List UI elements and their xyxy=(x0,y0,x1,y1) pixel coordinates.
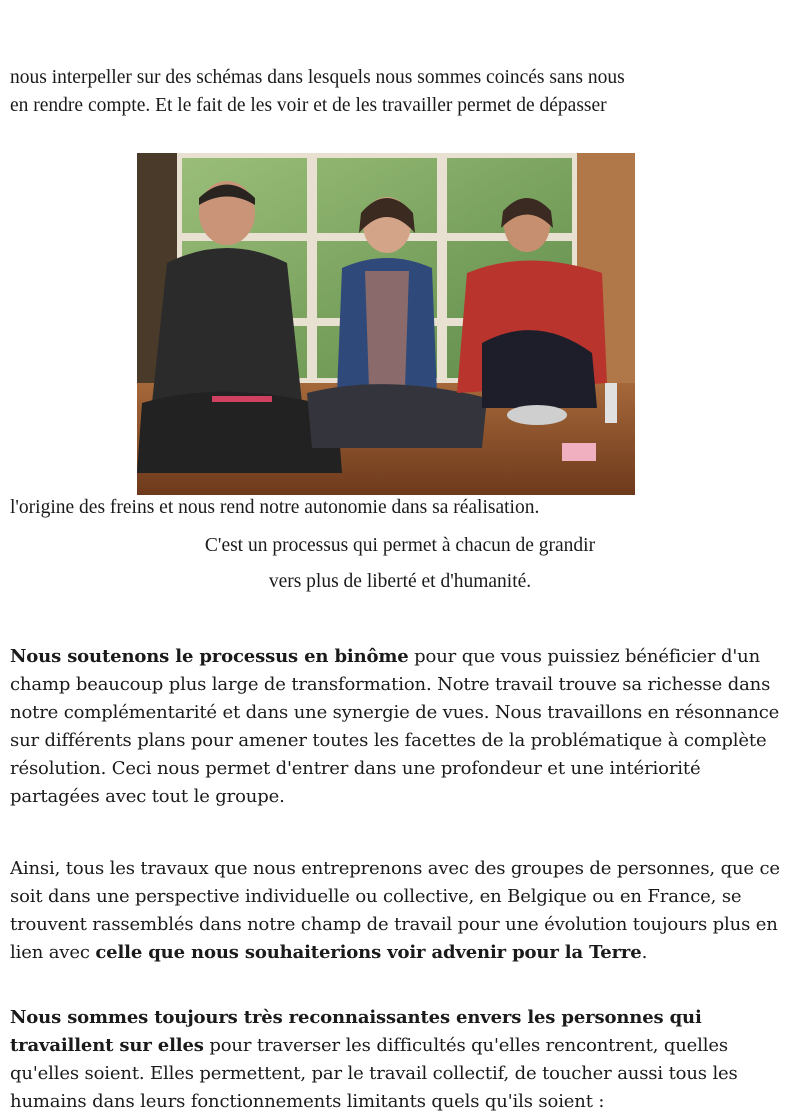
centered-line-2: vers plus de liberté et d'humanité. xyxy=(268,571,532,592)
reconnaissantes-bold: Nous sommes toujours très reconnaissantes envers les personnes qui travaillent sur elles xyxy=(10,1007,702,1056)
ainsi-text: Ainsi, tous les travaux que nous entreprenons avec des groupes de personnes, que ce soit dans une perspective individuelle ou collective, en Belgique ou en France, se trouvent rassemblés dans notre champ de travail pour une évolution toujours plus en lien avec xyxy=(10,858,780,963)
binome-paragraph xyxy=(10,643,780,811)
intro-line-1: nous interpeller sur des schémas dans lesquels nous sommes coincés sans nous xyxy=(10,67,625,88)
centered-line-1: C'est un processus qui permet à chacun de grandir xyxy=(204,535,596,556)
binome-text: pour que vous puissiez bénéficier d'un champ beaucoup plus large de transformation. Notre travail trouve sa richesse dans notre complémentarité et dans une synergie de vues. Nous travaillons en résonnance sur différents plans pour amener toutes les facettes de la problématique à complète résolution. Ceci nous permet d'entrer dans une profondeur et une intériorité partagées avec tout le groupe. xyxy=(10,646,780,807)
binome-bold: Nous soutenons le processus en binôme xyxy=(10,646,409,667)
reconnaissantes-paragraph xyxy=(10,1004,780,1116)
ainsi-end: . xyxy=(641,942,648,963)
group-photo xyxy=(137,153,635,495)
intro-paragraph xyxy=(10,64,790,120)
ainsi-paragraph xyxy=(10,855,780,967)
intro-line-2: en rendre compte. Et le fait de les voir et de les travailler permet de dépasser xyxy=(10,95,607,116)
reconnaissantes-text: pour traverser les difficultés qu'elles rencontrent, quelles qu'elles soient. Elles permettent, par le travail collectif, de toucher aussi tous les humains dans leurs fonctionnements limitants quels qu'ils soient : xyxy=(10,1035,738,1112)
ainsi-bold: celle que nous souhaiterions voir advenir pour la Terre xyxy=(95,942,642,963)
after-photo-line-1: l'origine des freins et nous rend notre autonomie dans sa réalisation. xyxy=(10,497,540,518)
